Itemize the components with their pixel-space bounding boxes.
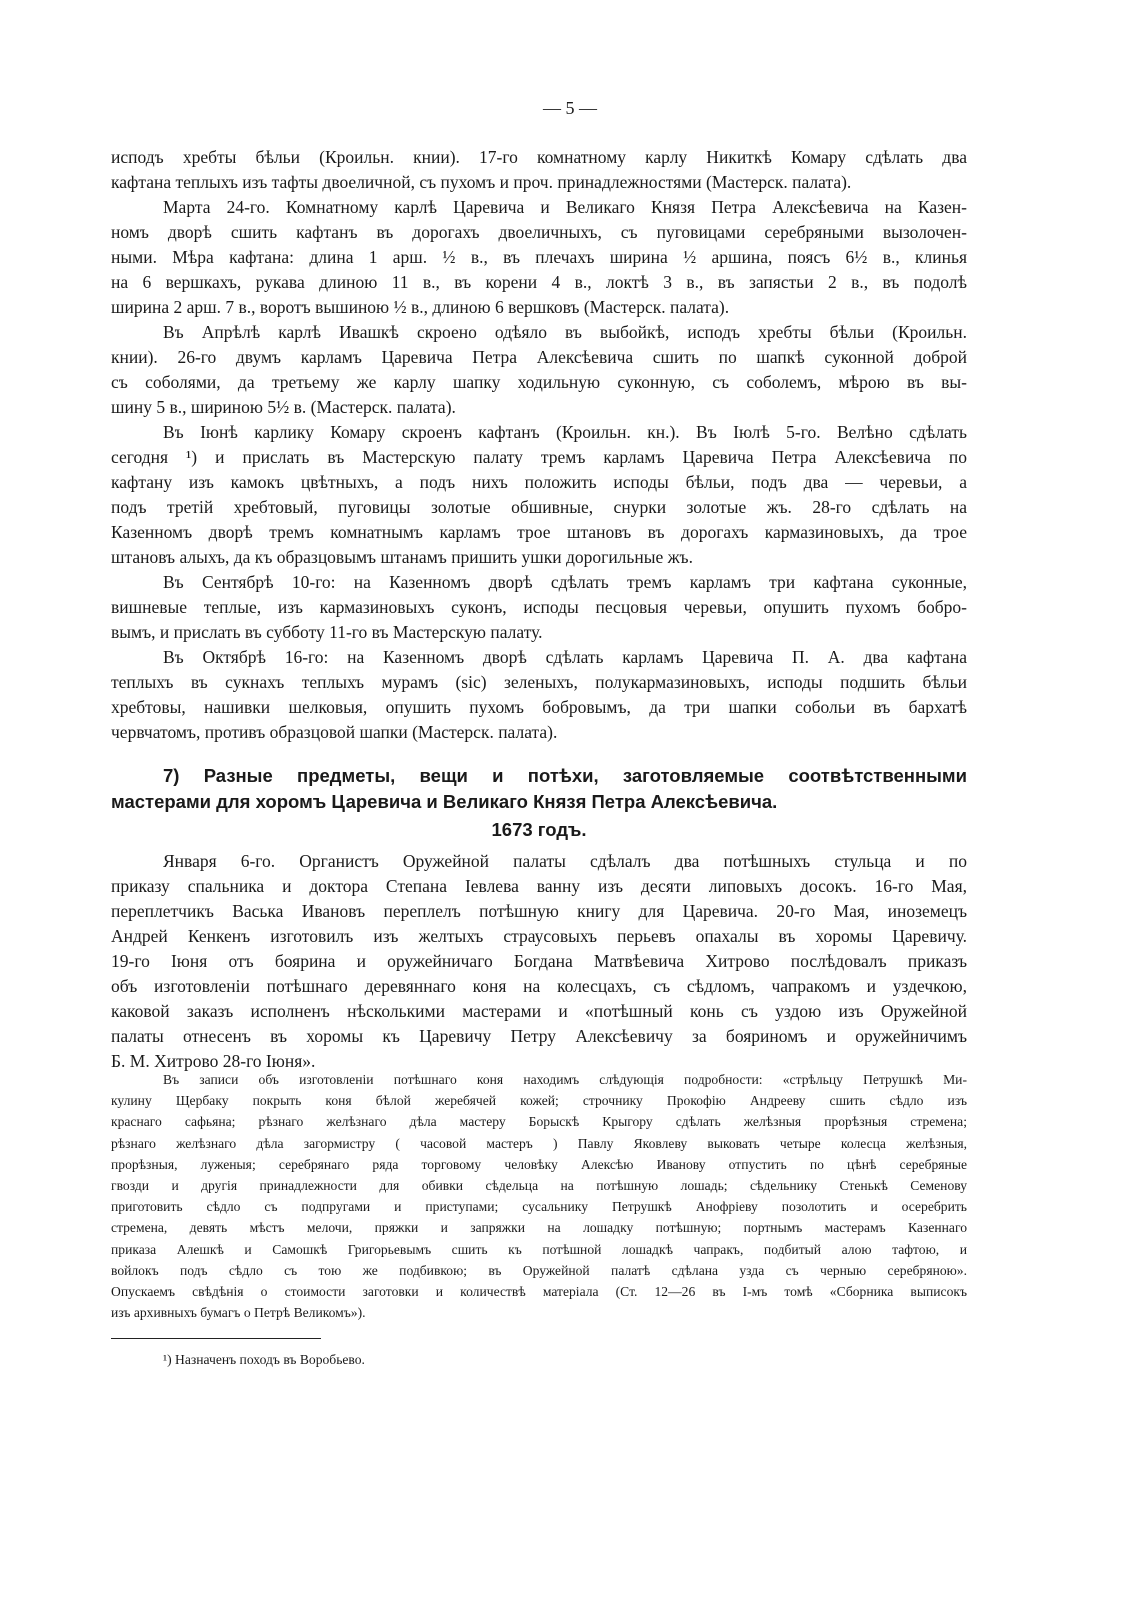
footnote-divider xyxy=(111,1338,321,1339)
year-heading: 1673 годъ. xyxy=(491,819,587,840)
text-line: Января 6-го. Органистъ Оружейной палаты сдѣлалъ два потѣшныхъ стульца и по xyxy=(163,851,967,871)
note-line: краснаго сафьяна; рѣзнаго желѣзнаго дѣла мастеру Борыскѣ Крыгору сдѣлать желѣзныя прорѣзныя стремена; xyxy=(111,1114,967,1130)
text-line: Марта 24-го. Комнатному карлѣ Царевича и Великаго Князя Петра Алексѣевича на Казен- xyxy=(163,197,967,217)
text-line: подъ третій хребтовый, пуговицы золотые обшивные, снурки золотые жъ. 28-го сдѣлать на xyxy=(111,497,967,517)
note-line: приготовить сѣдло съ подпругами и приступами; сусальнику Петрушкѣ Анофріеву позолотить и осеребрить xyxy=(111,1199,967,1215)
note-line: Опускаемъ свѣдѣнія о стоимости заготовки и количествѣ матеріала (Ст. 12—26 въ I-мъ томѣ «Сборника выписокъ xyxy=(111,1284,967,1300)
heading-line: мастерами для хоромъ Царевича и Великаго Князя Петра Алексѣевича. xyxy=(111,791,778,812)
text-line: Въ Сентябрѣ 10-го: на Казенномъ дворѣ сдѣлать тремъ карламъ три кафтана суконные, xyxy=(163,572,967,592)
note-line: приказа Алешкѣ и Самошкѣ Григорьевымъ сшить къ потѣшной лошадкѣ чапракъ, подбитый алою тафтою, и xyxy=(111,1241,967,1257)
note-line: кулину Щербаку покрыть коня бѣлой жеребячей кожей; строчнику Прокофію Андрееву сшить сѣдло изъ xyxy=(111,1093,967,1109)
text-line: теплыхъ въ сукнахъ теплыхъ мурамъ (sic) зеленыхъ, полукармазиновыхъ, исподы подшить бѣльи xyxy=(111,672,967,692)
footnote: ¹) Назначенъ походъ въ Воробьево. xyxy=(163,1352,365,1367)
text-line: ными. Мѣра кафтана: длина 1 арш. ½ в., въ плечахъ ширина ½ аршина, поясъ 6½ в., клинья xyxy=(111,247,967,267)
paragraph xyxy=(111,420,967,570)
text-line: Казенномъ дворѣ тремъ комнатнымъ карламъ трое штановъ въ дорогахъ кармазиновыхъ, да трое xyxy=(111,522,967,542)
section-clothing-entries xyxy=(111,145,967,745)
paragraph xyxy=(111,195,967,320)
text-line: кафтану изъ камокъ цвѣтныхъ, а подъ нихъ положить исподы бѣльи, подъ два — черевьи, а xyxy=(111,472,967,492)
paragraph xyxy=(111,145,967,195)
text-line: каковой заказъ исполненъ нѣсколькими мастерами и «потѣшный конь съ уздою изъ Оружейной xyxy=(111,1001,967,1021)
text-line: на 6 вершкахъ, рукава длиною 11 в., въ корени 4 в., локтѣ 3 в., въ запястьи 2 в., въ подолѣ xyxy=(111,272,967,292)
small-print-note xyxy=(111,1069,967,1323)
text-line: Андрей Кенкенъ изготовилъ изъ желтыхъ страусовыхъ перьевъ опахалы въ хоромы Царевичу. xyxy=(111,926,967,946)
section-1673-entries xyxy=(111,849,967,1074)
text-line: палаты отнесенъ въ хоромы къ Царевичу Петру Алексѣевичу за бояриномъ и оружейничимъ xyxy=(111,1026,967,1046)
note-line: гвозди и другія принадлежности для обивки сѣдельца на потѣшную лошадь; сѣдельнику Стенькѣ Семенову xyxy=(111,1178,967,1194)
page-number: — 5 — xyxy=(543,98,597,118)
note-line: Въ записи объ изготовленіи потѣшнаго коня находимъ слѣдующія подробности: «стрѣльцу Петрушкѣ Ми- xyxy=(163,1072,967,1087)
text-line: книи). 26-го двумъ карламъ Царевича Петра Алексѣевича сшить по шапкѣ суконной доброй xyxy=(111,347,967,367)
paragraph xyxy=(111,645,967,745)
text-line: вымъ, и прислать въ субботу 11-го въ Мастерскую палату. xyxy=(111,622,543,642)
text-line: червчатомъ, противъ образцовой шапки (Мастерск. палата). xyxy=(111,722,558,742)
heading-line: 7) Разные предметы, вещи и потѣхи, заготовляемые соотвѣтственными xyxy=(163,765,967,786)
text-line: объ изготовленіи потѣшнаго деревяннаго коня на колесцахъ, съ сѣдломъ, чапракомъ и уздечкою, xyxy=(111,976,967,996)
text-line: кафтана теплыхъ изъ тафты двоеличной, съ пухомъ и проч. принадлежностями (Мастерск. палата). xyxy=(111,172,852,192)
text-line: Въ Іюнѣ карлику Комару скроенъ кафтанъ (Кроильн. кн.). Въ Іюлѣ 5-го. Велѣно сдѣлать xyxy=(163,422,967,442)
note-line: изъ архивныхъ бумагъ о Петрѣ Великомъ»). xyxy=(111,1305,366,1321)
paragraph xyxy=(111,849,967,1074)
text-line: 19-го Іюня отъ боярина и оружейничаго Богдана Матвѣевича Хитрово послѣдовалъ приказъ xyxy=(111,951,967,971)
section-heading xyxy=(111,763,967,843)
text-line: Въ Октябрѣ 16-го: на Казенномъ дворѣ сдѣлать карламъ Царевича П. А. два кафтана xyxy=(163,647,967,667)
text-line: вишневые теплые, изъ кармазиновыхъ суконъ, исподы песцовыя черевьи, опушить пухомъ бобро- xyxy=(111,597,967,617)
note-line: стремена, девять мѣстъ мелочи, пряжки и запряжки на лошадку потѣшную; портнымъ мастерамъ Казеннаго xyxy=(111,1220,967,1236)
paragraph xyxy=(111,320,967,420)
note-line: прорѣзныя, луженыя; серебрянаго ряда торговому человѣку Алексѣю Иванову отпустить по цѣнѣ серебряные xyxy=(111,1156,967,1172)
text-line: шину 5 в., шириною 5½ в. (Мастерск. палата). xyxy=(111,397,456,417)
text-line: номъ дворѣ сшить кафтанъ въ дорогахъ двоеличныхъ, съ пуговицами серебряными вызолочен- xyxy=(111,222,967,242)
text-line: штановъ алыхъ, да къ образцовымъ штанамъ пришить ушки дорогильные жъ. xyxy=(111,547,693,567)
paragraph xyxy=(111,570,967,645)
text-line: переплетчикъ Васька Ивановъ переплелъ потѣшную книгу для Царевича. 20-го Мая, иноземецъ xyxy=(111,901,967,921)
text-line: ширина 2 арш. 7 в., воротъ вышиною ½ в., длиною 6 вершковъ (Мастерск. палата). xyxy=(111,297,730,317)
note-line: войлокъ подъ сѣдло съ тою же подбивкою; въ Оружейной палатѣ сдѣлана узда съ черныю серебряною». xyxy=(111,1262,967,1278)
text-line: Б. М. Хитрово 28-го Іюня». xyxy=(111,1051,316,1071)
note-line: рѣзнаго желѣзнаго дѣла загормистру ( часовой мастеръ ) Павлу Яковлеву выковать четыре колесца желѣзныя, xyxy=(111,1135,967,1151)
text-line: Въ Апрѣлѣ карлѣ Ивашкѣ скроено одѣяло въ выбойкѣ, исподъ хребты бѣльи (Кроильн. xyxy=(163,322,967,342)
text-line: съ соболями, да третьему же карлу шапку ходильную суконную, съ соболемъ, мѣрою въ вы- xyxy=(111,372,967,392)
text-line: хребтовы, нашивки шелковыя, опушить пухомъ бобровымъ, да три шапки собольи въ бархатѣ xyxy=(111,697,967,717)
text-line: сегодня ¹) и прислать въ Мастерскую палату тремъ карламъ Царевича Петра Алексѣевича по xyxy=(111,447,967,467)
text-line: приказу спальника и доктора Степана Іевлева ванну изъ десяти липовыхъ досокъ. 16-го Мая, xyxy=(111,876,967,896)
text-line: исподъ хребты бѣльи (Кроильн. книи). 17-го комнатному карлу Никиткѣ Комару сдѣлать два xyxy=(111,147,967,167)
